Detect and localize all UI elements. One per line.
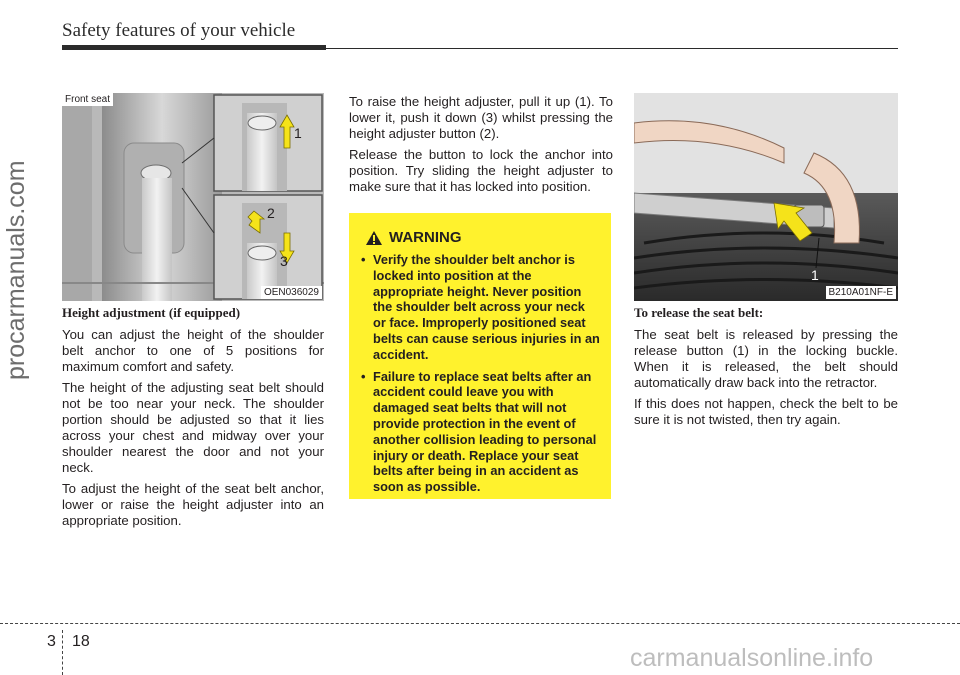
height-adjuster-drawing (62, 93, 324, 301)
column-release-seat-belt (634, 305, 898, 433)
paragraph: The seat belt is released by pressing the release button (1) in the locking buckle. When it is released, the belt should automatically draw back into the retractor. (634, 327, 898, 390)
callout-1: 1 (811, 267, 819, 283)
seat-belt-release-drawing (634, 93, 898, 301)
page-header-title: Safety features of your vehicle (62, 20, 296, 41)
figure-code: B210A01NF-E (826, 286, 896, 299)
page-number: 18 (72, 633, 90, 650)
paragraph: The height of the adjusting seat belt should not be too near your neck. The shoulder portion should be adjusted so that it lies across your chest and midway over your shoulder nearest the door and not your neck. (62, 380, 324, 475)
warning-heading (365, 229, 601, 246)
paragraph: If this does not happen, check the belt to be sure it is not twisted, then try again. (634, 396, 898, 427)
section-number: 3 (47, 633, 56, 650)
callout-3: 3 (280, 253, 288, 269)
figure-code: OEN036029 (261, 286, 322, 299)
watermark-left: procarmanuals.com (2, 160, 30, 380)
watermark-bottom: carmanualsonline.info (630, 644, 874, 672)
seat-belt-release-illustration (634, 93, 898, 301)
column-adjuster-instructions (349, 94, 613, 200)
paragraph: To adjust the height of the seat belt anchor, lower or raise the height adjuster into an appropriate position. (62, 481, 324, 528)
paragraph: Release the button to lock the anchor into position. Try sliding the height adjuster to make sure that it has locked into position. (349, 147, 613, 194)
warning-item: • Failure to replace seat belts after an accident could leave you with damaged seat belts that will not provide protection in the event of another collision leading to personal injury or death. Replace your seat belts after being in an accident as soon as possible. (359, 369, 601, 495)
header-rule (62, 45, 326, 50)
footer-divider (62, 630, 63, 675)
warning-heading-text: WARNING (389, 229, 462, 246)
paragraph: You can adjust the height of the shoulder belt anchor to one of 5 positions for maximum comfort and safety. (62, 327, 324, 374)
callout-2: 2 (267, 205, 275, 221)
warning-triangle-icon (365, 230, 383, 246)
warning-list (359, 252, 601, 495)
warning-box (349, 213, 611, 499)
warning-item: • Verify the shoulder belt anchor is locked into position at the appropriate height. Never position the shoulder belt across your neck or face. Improperly positioned seat belts can cause serious injuries in an accident. (359, 252, 601, 363)
figure-label: Front seat (62, 93, 113, 106)
column-height-adjustment (62, 305, 324, 534)
section-heading: Height adjustment (if equipped) (62, 305, 241, 320)
height-adjuster-illustration (62, 93, 324, 301)
section-heading: To release the seat belt: (634, 305, 764, 320)
callout-1: 1 (294, 125, 302, 141)
paragraph: To raise the height adjuster, pull it up (1). To lower it, push it down (3) whilst pressing the height adjuster button (2). (349, 94, 613, 141)
footer-rule (0, 623, 960, 624)
header-rule-thin (326, 48, 898, 49)
